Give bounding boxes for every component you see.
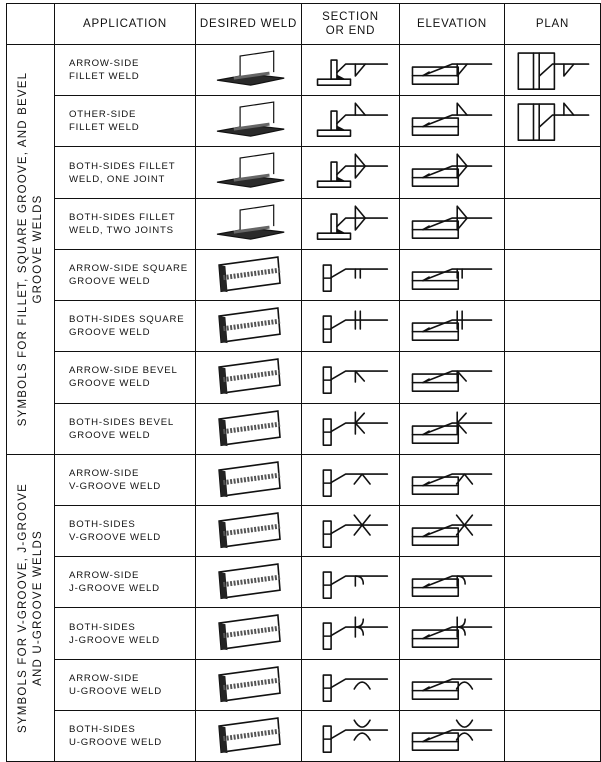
table-row (7, 301, 601, 352)
elevation-cell (400, 249, 505, 300)
group-label-cell (7, 454, 55, 761)
table-row (7, 557, 601, 608)
elevation-drawing (400, 45, 504, 95)
elevation-drawing (400, 250, 504, 300)
application-text: BOTH-SIDES SQUARE (69, 314, 185, 326)
desired-weld-cell (196, 301, 302, 352)
application-text: GROOVE WELD (69, 378, 151, 390)
table-row (7, 710, 601, 761)
application-text: ARROW-SIDE (69, 570, 140, 582)
elevation-drawing (400, 608, 504, 658)
application-text: J-GROOVE WELD (69, 634, 160, 646)
elevation-cell (400, 710, 505, 761)
elevation-drawing (400, 404, 504, 454)
desired-weld-cell (196, 249, 302, 300)
plan-cell (505, 454, 601, 505)
elevation-cell (400, 198, 505, 249)
application-text: BOTH-SIDES (69, 621, 136, 633)
application-text: FILLET WELD (69, 122, 140, 134)
desired-weld-cell (196, 403, 302, 454)
elevation-drawing (400, 455, 504, 505)
application-text: OTHER-SIDE (69, 109, 137, 121)
plan-cell (505, 147, 601, 198)
header-elevation: ELEVATION (400, 4, 505, 45)
header-plan: PLAN (505, 4, 601, 45)
plan-cell (505, 710, 601, 761)
table-row (7, 505, 601, 556)
desired-weld-cell (196, 147, 302, 198)
elevation-cell (400, 454, 505, 505)
desired-weld-drawing (196, 660, 301, 710)
section-cell (302, 659, 400, 710)
application-cell (55, 403, 196, 454)
section-drawing (302, 147, 399, 197)
application-cell (55, 454, 196, 505)
table-row (7, 147, 601, 198)
desired-weld-cell (196, 454, 302, 505)
application-text: BOTH-SIDES BEVEL (69, 416, 175, 428)
desired-weld-drawing (196, 711, 301, 761)
section-drawing (302, 455, 399, 505)
group-label: SYMBOLS FOR FILLET, SQUARE GROOVE, AND BEVEL GROOVE WELDS (16, 72, 44, 427)
application-cell (55, 249, 196, 300)
desired-weld-cell (196, 45, 302, 96)
application-text: ARROW-SIDE (69, 672, 140, 684)
section-drawing (302, 404, 399, 454)
desired-weld-cell (196, 505, 302, 556)
plan-cell (505, 96, 601, 147)
elevation-cell (400, 301, 505, 352)
plan-cell (505, 659, 601, 710)
section-drawing (302, 96, 399, 146)
application-text: ARROW-SIDE SQUARE (69, 262, 188, 274)
application-text: J-GROOVE WELD (69, 583, 160, 595)
application-cell (55, 659, 196, 710)
section-cell (302, 198, 400, 249)
desired-weld-drawing (196, 96, 301, 146)
section-drawing (302, 506, 399, 556)
section-drawing (302, 45, 399, 95)
section-cell (302, 96, 400, 147)
plan-cell (505, 505, 601, 556)
application-cell (55, 301, 196, 352)
application-cell (55, 45, 196, 96)
desired-weld-drawing (196, 506, 301, 556)
elevation-drawing (400, 660, 504, 710)
plan-cell (505, 45, 601, 96)
table-row (7, 249, 601, 300)
elevation-cell (400, 96, 505, 147)
desired-weld-drawing (196, 352, 301, 402)
section-drawing (302, 301, 399, 351)
section-drawing (302, 557, 399, 607)
section-cell (302, 249, 400, 300)
application-text: BOTH-SIDES FILLET (69, 211, 176, 223)
desired-weld-drawing (196, 404, 301, 454)
desired-weld-drawing (196, 455, 301, 505)
application-cell (55, 198, 196, 249)
section-drawing (302, 608, 399, 658)
header-application: APPLICATION (55, 4, 196, 45)
desired-weld-cell (196, 352, 302, 403)
elevation-drawing (400, 199, 504, 249)
section-cell (302, 557, 400, 608)
elevation-drawing (400, 711, 504, 761)
application-text: FILLET WELD (69, 71, 140, 83)
plan-cell (505, 608, 601, 659)
application-text: U-GROOVE WELD (69, 736, 163, 748)
table-row (7, 352, 601, 403)
plan-cell (505, 198, 601, 249)
application-text: BOTH-SIDES FILLET (69, 160, 176, 172)
desired-weld-cell (196, 710, 302, 761)
table-row (7, 96, 601, 147)
desired-weld-cell (196, 659, 302, 710)
application-cell (55, 710, 196, 761)
elevation-cell (400, 403, 505, 454)
application-text: BOTH-SIDES (69, 723, 136, 735)
section-cell (302, 147, 400, 198)
application-cell (55, 96, 196, 147)
plan-drawing (505, 45, 600, 95)
section-drawing (302, 660, 399, 710)
table-row (7, 403, 601, 454)
elevation-drawing (400, 557, 504, 607)
elevation-cell (400, 352, 505, 403)
section-cell (302, 505, 400, 556)
application-text: WELD, TWO JOINTS (69, 224, 174, 236)
elevation-cell (400, 45, 505, 96)
application-text: BOTH-SIDES (69, 519, 136, 531)
header-section-or-end: SECTION OR END (302, 4, 400, 45)
desired-weld-cell (196, 557, 302, 608)
application-text: V-GROOVE WELD (69, 480, 161, 492)
elevation-cell (400, 557, 505, 608)
application-text: ARROW-SIDE (69, 58, 140, 70)
table-row (7, 608, 601, 659)
application-text: U-GROOVE WELD (69, 685, 163, 697)
application-cell (55, 147, 196, 198)
header-desired-weld: DESIRED WELD (196, 4, 302, 45)
desired-weld-cell (196, 96, 302, 147)
table-row (7, 198, 601, 249)
application-text: ARROW-SIDE BEVEL (69, 365, 178, 377)
desired-weld-drawing (196, 301, 301, 351)
section-cell (302, 454, 400, 505)
elevation-cell (400, 659, 505, 710)
section-drawing (302, 352, 399, 402)
plan-cell (505, 352, 601, 403)
section-drawing (302, 199, 399, 249)
elevation-cell (400, 608, 505, 659)
application-text: GROOVE WELD (69, 429, 151, 441)
application-text: GROOVE WELD (69, 275, 151, 287)
elevation-drawing (400, 96, 504, 146)
desired-weld-drawing (196, 45, 301, 95)
section-cell (302, 710, 400, 761)
section-cell (302, 608, 400, 659)
section-drawing (302, 250, 399, 300)
section-cell (302, 403, 400, 454)
elevation-drawing (400, 147, 504, 197)
application-text: GROOVE WELD (69, 327, 151, 339)
desired-weld-cell (196, 198, 302, 249)
table-row (7, 659, 601, 710)
weld-symbol-table (6, 3, 601, 762)
section-cell (302, 45, 400, 96)
plan-drawing (505, 96, 600, 146)
application-cell (55, 608, 196, 659)
desired-weld-drawing (196, 557, 301, 607)
elevation-cell (400, 505, 505, 556)
plan-cell (505, 249, 601, 300)
section-drawing (302, 711, 399, 761)
application-text: ARROW-SIDE (69, 467, 140, 479)
header-row (7, 4, 601, 45)
desired-weld-drawing (196, 608, 301, 658)
group-label-cell (7, 45, 55, 455)
group-label: SYMBOLS FOR V-GROOVE, J-GROOVE AND U-GROOVE WELDS (16, 482, 44, 733)
table-row (7, 454, 601, 505)
plan-cell (505, 403, 601, 454)
corner-cell (7, 4, 55, 45)
application-cell (55, 352, 196, 403)
table-row (7, 45, 601, 96)
elevation-drawing (400, 301, 504, 351)
desired-weld-drawing (196, 250, 301, 300)
elevation-drawing (400, 506, 504, 556)
desired-weld-drawing (196, 199, 301, 249)
desired-weld-cell (196, 608, 302, 659)
application-text: V-GROOVE WELD (69, 532, 161, 544)
application-cell (55, 557, 196, 608)
elevation-drawing (400, 352, 504, 402)
section-cell (302, 352, 400, 403)
section-cell (302, 301, 400, 352)
elevation-cell (400, 147, 505, 198)
application-text: WELD, ONE JOINT (69, 173, 166, 185)
plan-cell (505, 557, 601, 608)
application-cell (55, 505, 196, 556)
plan-cell (505, 301, 601, 352)
desired-weld-drawing (196, 147, 301, 197)
